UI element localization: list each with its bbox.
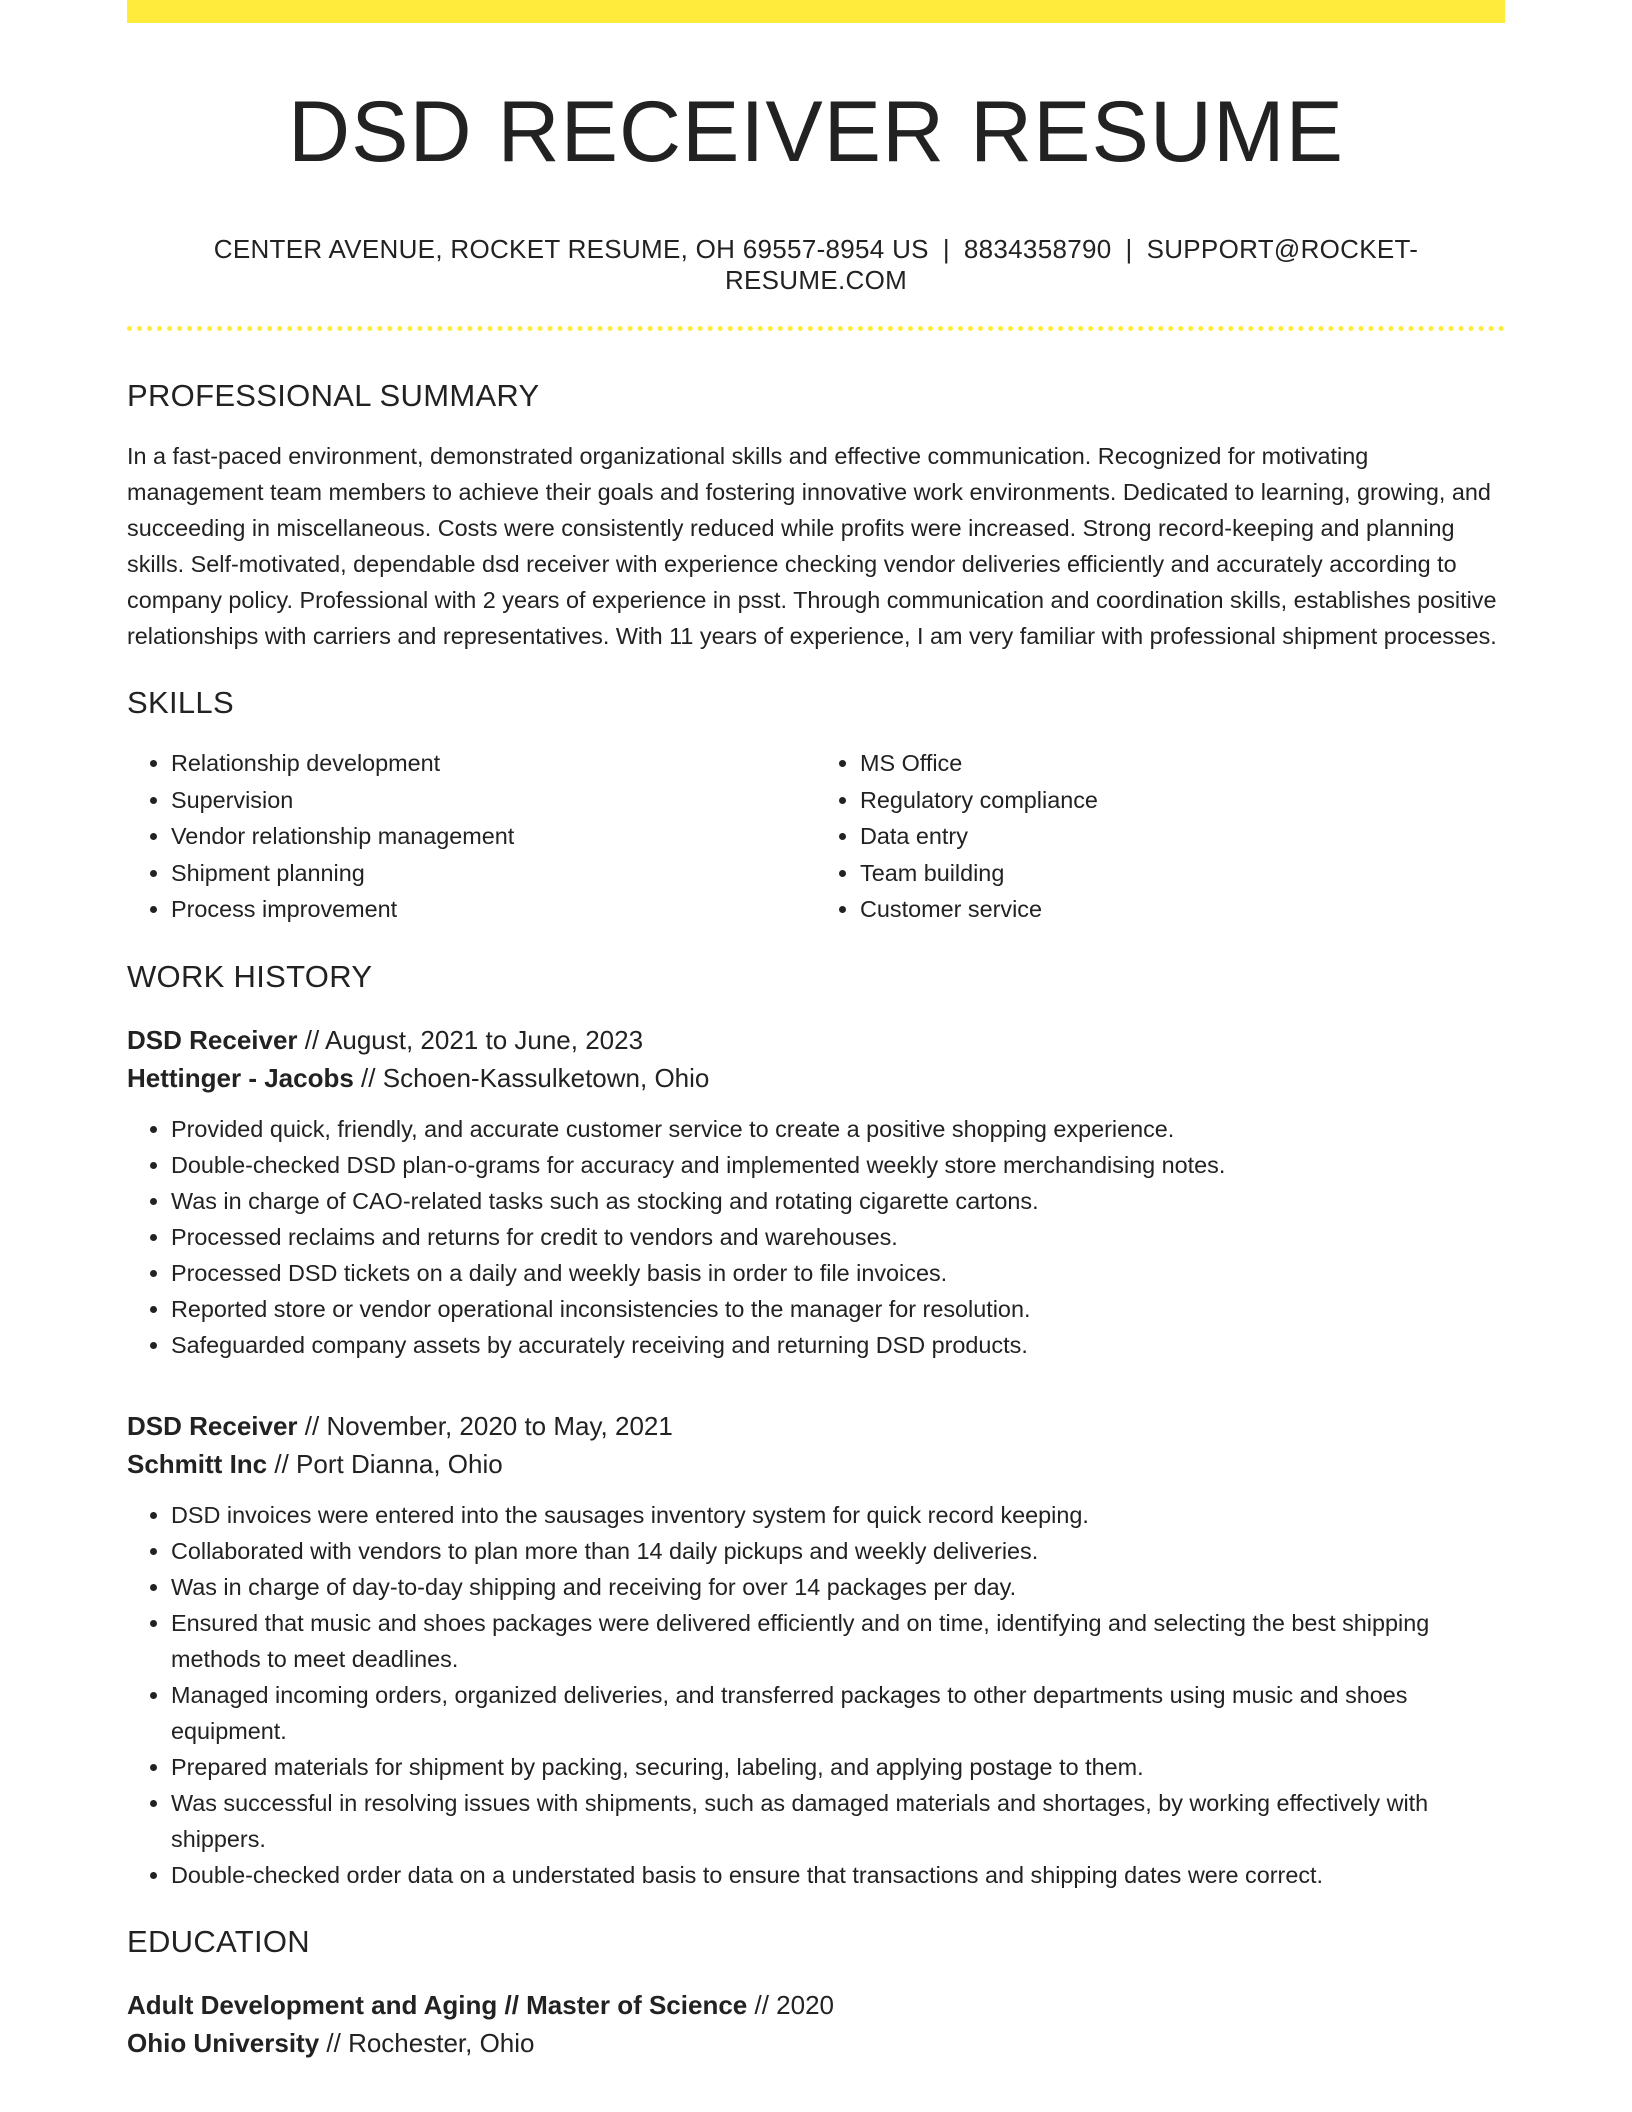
job-bullet: • DSD invoices were entered into the sausages inventory system for quick record keeping. [171, 1497, 1505, 1533]
education-year: 2020 [776, 1990, 834, 2021]
divider: // [353, 1062, 383, 1093]
job-bullets [127, 1111, 1505, 1363]
divider: // [297, 1024, 326, 1055]
divider: // [747, 1990, 777, 2021]
skill-item: • Process improvement [171, 891, 816, 928]
skill-item: • Supervision [171, 782, 816, 819]
work-history-heading: WORK HISTORY [127, 958, 373, 994]
education-school: Ohio University [127, 2028, 320, 2059]
education-heading: EDUCATION [127, 1923, 310, 1959]
skill-item: • Regulatory compliance [860, 782, 1505, 819]
skills-column-right [816, 745, 1505, 928]
job-role: DSD Receiver [127, 1410, 298, 1441]
skills-list [127, 745, 1505, 928]
education-degree: Adult Development and Aging // Master of Science [127, 1990, 748, 2021]
divider: // [319, 2028, 349, 2059]
job-bullet: • Processed reclaims and returns for credit to vendors and warehouses. [171, 1219, 1505, 1255]
job-bullet: • Was successful in resolving issues with shipments, such as damaged materials and shortages, by working effectively with shippers. [171, 1785, 1505, 1857]
job-company-line [127, 1059, 1505, 1097]
education-location: Rochester, Ohio [348, 2028, 535, 2059]
summary-text: In a fast-paced environment, demonstrated organizational skills and effective communication. Recognized for motivating management team members to achieve their goals and fostering innovative work environments. Dedicated to learning, growing, and succeeding in miscellaneous. Costs were consistently reduced while profits were increased. Strong record-keeping and planning skills. Self-motivated, dependable dsd receiver with experience checking vendor deliveries efficiently and accurately according to company policy. Professional with 2 years of experience in psst. Through communication and coordination skills, establishes positive relationships with carriers and representatives. With 11 years of experience, I am very familiar with professional shipment processes. [127, 443, 1497, 650]
address: CENTER AVENUE, ROCKET RESUME, OH 69557-8954 US [213, 233, 929, 264]
skill-item: • Relationship development [171, 745, 816, 782]
contact-separator: | [1125, 233, 1133, 264]
contact-separator: | [942, 233, 950, 264]
skill-item: • Shipment planning [171, 855, 816, 892]
resume-page [127, 0, 1505, 2062]
job-company: Hettinger - Jacobs [127, 1062, 354, 1093]
job-bullet: • Managed incoming orders, organized deliveries, and transferred packages to other departments using music and shoes equipment. [171, 1677, 1505, 1749]
dotted-divider [127, 326, 1505, 331]
job-bullet: • Safeguarded company assets by accurately receiving and returning DSD products. [171, 1327, 1505, 1363]
job-title-line [127, 1407, 1505, 1445]
skill-item: • Vendor relationship management [171, 818, 816, 855]
skills-column-left [127, 745, 816, 928]
skills-heading: SKILLS [127, 685, 234, 721]
job-bullet: • Double-checked order data on a understated basis to ensure that transactions and shipping dates were correct. [171, 1857, 1505, 1893]
divider: // [297, 1410, 327, 1441]
job-bullet: • Prepared materials for shipment by packing, securing, labeling, and applying postage to them. [171, 1749, 1505, 1785]
education-entry [127, 1986, 1505, 2062]
job-bullet: • Double-checked DSD plan-o-grams for accuracy and implemented weekly store merchandising notes. [171, 1147, 1505, 1183]
job-bullet: • Reported store or vendor operational inconsistencies to the manager for resolution. [171, 1291, 1505, 1327]
skill-item: • Data entry [860, 818, 1505, 855]
job-bullet: • Was in charge of CAO-related tasks such as stocking and rotating cigarette cartons. [171, 1183, 1505, 1219]
job-company-line [127, 1445, 1505, 1483]
job-bullet: • Was in charge of day-to-day shipping and receiving for over 14 packages per day. [171, 1569, 1505, 1605]
education-degree-line [127, 1986, 1505, 2024]
job-entry [127, 1021, 1505, 1363]
summary-heading: PROFESSIONAL SUMMARY [127, 377, 540, 413]
skill-item: • MS Office [860, 745, 1505, 782]
job-bullet: • Provided quick, friendly, and accurate customer service to create a positive shopping experience. [171, 1111, 1505, 1147]
job-location: Port Dianna, Ohio [296, 1448, 503, 1479]
job-bullet: • Ensured that music and shoes packages were delivered efficiently and on time, identifying and selecting the best shipping methods to meet deadlines. [171, 1605, 1505, 1677]
job-bullet: • Collaborated with vendors to plan more than 14 daily pickups and weekly deliveries. [171, 1533, 1505, 1569]
accent-bar [127, 0, 1505, 23]
contact-line [127, 234, 1505, 296]
resume-title: DSD RECEIVER RESUME [288, 84, 1344, 180]
job-company: Schmitt Inc [127, 1448, 268, 1479]
education-school-line [127, 2024, 1505, 2062]
phone: 8834358790 [963, 233, 1112, 264]
job-dates: November, 2020 to May, 2021 [326, 1410, 673, 1441]
divider: // [267, 1448, 297, 1479]
job-dates: August, 2021 to June, 2023 [325, 1024, 644, 1055]
email: SUPPORT@ROCKET-RESUME.COM [724, 233, 1419, 295]
job-bullets [127, 1497, 1505, 1893]
job-role: DSD Receiver [127, 1024, 298, 1055]
skill-item: • Customer service [860, 891, 1505, 928]
job-title-line [127, 1021, 1505, 1059]
job-entry [127, 1407, 1505, 1893]
job-bullet: • Processed DSD tickets on a daily and weekly basis in order to file invoices. [171, 1255, 1505, 1291]
skill-item: • Team building [860, 855, 1505, 892]
job-location: Schoen-Kassulketown, Ohio [382, 1062, 710, 1093]
